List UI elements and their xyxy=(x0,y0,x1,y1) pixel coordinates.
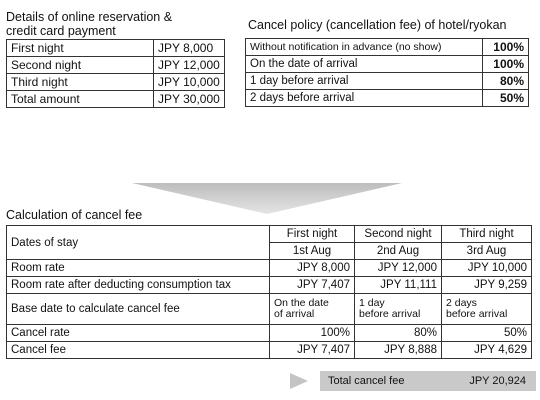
policy-condition: Without notification in advance (no show) xyxy=(246,39,483,56)
table-row xyxy=(7,40,225,57)
row-label: Room rate after deducting consumption tax xyxy=(7,277,270,294)
base-date-cell xyxy=(270,294,355,325)
table-row xyxy=(246,90,529,107)
total-label: Total cancel fee xyxy=(328,375,405,387)
value-cell: JPY 4,629 xyxy=(442,342,532,359)
value-cell: JPY 10,000 xyxy=(442,260,532,277)
total-cancel-fee-bar xyxy=(320,371,536,391)
table-row xyxy=(7,277,532,294)
value-cell: JPY 12,000 xyxy=(355,260,442,277)
value-cell: 80% xyxy=(355,325,442,342)
table-row xyxy=(7,91,225,108)
table-row xyxy=(7,260,532,277)
payment-label: First night xyxy=(7,40,154,57)
value-cell: JPY 9,259 xyxy=(442,277,532,294)
policy-rate: 100% xyxy=(483,56,529,73)
value-cell: JPY 11,111 xyxy=(355,277,442,294)
night-header: Third night xyxy=(442,226,532,243)
date-cell: 1st Aug xyxy=(270,243,355,260)
payment-label: Third night xyxy=(7,74,154,91)
payment-label: Second night xyxy=(7,57,154,74)
base-date-cell xyxy=(442,294,532,325)
payment-amount: JPY 12,000 xyxy=(154,57,225,74)
row-label: Cancel fee xyxy=(7,342,270,359)
night-header: First night xyxy=(270,226,355,243)
policy-rate: 50% xyxy=(483,90,529,107)
policy-rate: 100% xyxy=(483,39,529,56)
table-row xyxy=(246,73,529,90)
calc-table xyxy=(6,225,532,359)
value-cell: 50% xyxy=(442,325,532,342)
policy-rate: 80% xyxy=(483,73,529,90)
night-header: Second night xyxy=(355,226,442,243)
payment-amount: JPY 10,000 xyxy=(154,74,225,91)
table-row xyxy=(7,325,532,342)
value-cell: JPY 7,407 xyxy=(270,277,355,294)
row-label: Room rate xyxy=(7,260,270,277)
table-row xyxy=(7,74,225,91)
table-row xyxy=(246,56,529,73)
base-date-line2: before arrival xyxy=(359,308,421,320)
table-row xyxy=(7,226,532,243)
base-date-line1: On the date xyxy=(274,297,329,309)
table-row xyxy=(7,342,532,359)
policy-condition: 2 days before arrival xyxy=(246,90,483,107)
policy-condition: 1 day before arrival xyxy=(246,73,483,90)
total-value: JPY 20,924 xyxy=(469,375,526,387)
calc-title: Calculation of cancel fee xyxy=(6,208,143,222)
policy-title: Cancel policy (cancellation fee) of hotel/ryokan xyxy=(248,18,507,32)
payment-title-line1: Details of online reservation & xyxy=(6,10,173,24)
base-date-line1: 2 days xyxy=(446,297,477,309)
value-cell: JPY 8,888 xyxy=(355,342,442,359)
payment-title-line2: credit card payment xyxy=(6,24,116,38)
base-date-line1: 1 day xyxy=(359,297,385,309)
table-row xyxy=(7,294,532,325)
payment-table xyxy=(6,39,225,108)
payment-amount: JPY 8,000 xyxy=(154,40,225,57)
base-date-line2: before arrival xyxy=(446,308,508,320)
value-cell: 100% xyxy=(270,325,355,342)
base-date-line2: of arrival xyxy=(274,308,315,320)
row-label: Base date to calculate cancel fee xyxy=(7,294,270,325)
date-cell: 3rd Aug xyxy=(442,243,532,260)
value-cell: JPY 8,000 xyxy=(270,260,355,277)
policy-condition: On the date of arrival xyxy=(246,56,483,73)
payment-amount: JPY 30,000 xyxy=(154,91,225,108)
right-arrow-icon xyxy=(288,372,310,390)
table-row xyxy=(7,57,225,74)
date-cell: 2nd Aug xyxy=(355,243,442,260)
value-cell: JPY 7,407 xyxy=(270,342,355,359)
table-row xyxy=(246,39,529,56)
payment-label: Total amount xyxy=(7,91,154,108)
row-label: Cancel rate xyxy=(7,325,270,342)
base-date-cell xyxy=(355,294,442,325)
dates-label: Dates of stay xyxy=(7,226,270,260)
policy-table xyxy=(245,38,529,107)
payment-title xyxy=(6,10,172,38)
